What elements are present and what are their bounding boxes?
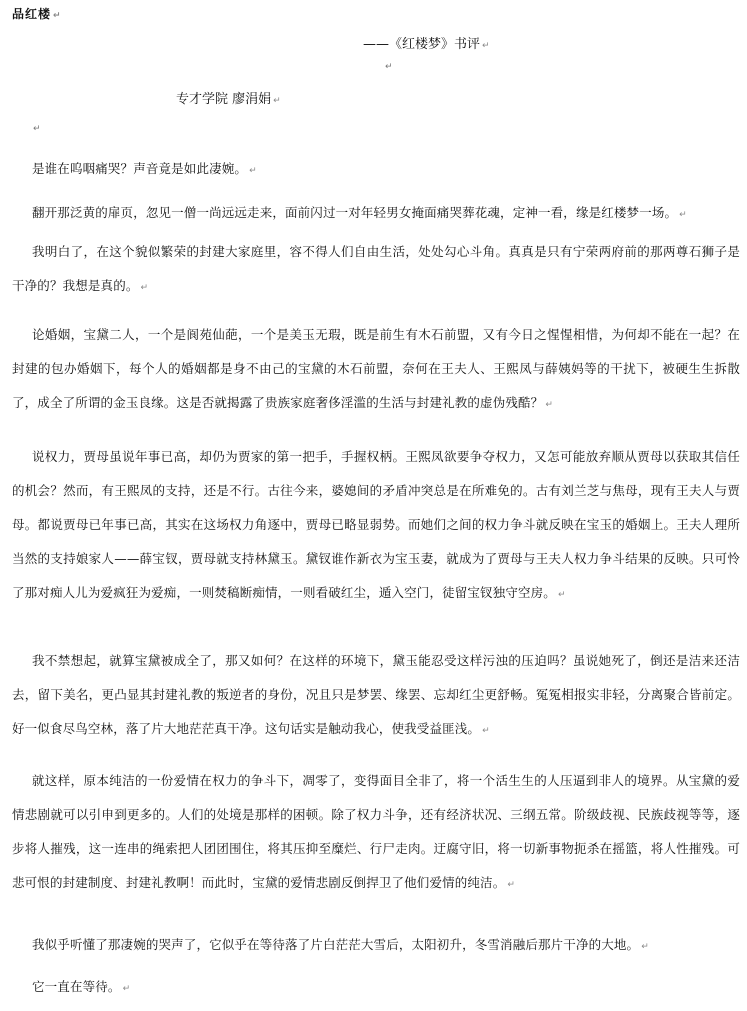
paragraph-text: 翻开那泛黄的扉页，忽见一僧一尚远远走来，面前闪过一对年轻男女掩面痛哭葬花魂，定神一看，缘是红楼梦一场。	[32, 205, 678, 220]
paragraph-9	[12, 970, 740, 1006]
paragraph-5	[12, 440, 740, 612]
subtitle-text: ——《红楼梦》书评	[363, 37, 481, 52]
heading-text: 品红楼	[12, 7, 52, 21]
paragraph-mark-icon: ↵	[385, 62, 393, 72]
paragraph-text: 说权力，贾母虽说年事已高，却仍为贾家的第一把手，手握权柄。王熙凤欲要争夺权力，又怎可能放弃顺从贾母以获取其信任的机会？然而，有王熙凤的支持，还是不行。古往今来，婆媳间的矛盾冲突总是在所难免的。古有刘兰芝与焦母，现有王夫人与贾母。都说贾母已年事已高，其实在这场权力角逐中，贾母已略显弱势。而她们之间的权力争斗就反映在宝玉的婚姻上。王夫人理所当然的支持娘家人——薛宝钗，贾母就支持林黛玉。黛钗谁作新衣为宝玉妻，就成为了贾母与王夫人权力争斗结果的反映。只可怜了那对痴人儿为爱疯狂为爱痴，一则焚稿断痴情，一则看破红尘，遁入空门，徒留宝钗独守空房。	[12, 449, 740, 600]
paragraph-6	[12, 644, 740, 748]
paragraph-text: 它一直在等待。	[32, 979, 121, 994]
document-heading	[12, 5, 62, 22]
paragraph-3	[12, 235, 740, 305]
paragraph-mark-icon: ↵	[507, 880, 516, 890]
paragraph-1	[12, 152, 740, 188]
paragraph-mark-icon: ↵	[679, 210, 687, 220]
paragraph-7	[12, 764, 740, 902]
paragraph-4	[12, 318, 740, 422]
paragraph-text: 我似乎听懂了那凄婉的哭声了，它似乎在等待落了片白茫茫大雪后，太阳初升，冬雪消融后那片干净的大地。	[32, 937, 640, 952]
paragraph-text: 论婚姻，宝黛二人，一个是阆苑仙葩，一个是美玉无瑕，既是前生有木石前盟，又有今日之惺惺相惜，为何却不能在一起？在封建的包办婚姻下，每个人的婚姻都是身不由己的宝黛的木石前盟，奈何在王夫人、王熙凤与薛姨妈等的干扰下，被硬生生拆散了，成全了所谓的金玉良缘。这是否就揭露了贵族家庭奢侈淫滥的生活与封建礼教的虚伪残酷？	[12, 327, 740, 410]
document-author	[176, 88, 281, 107]
paragraph-mark-icon: ↵	[249, 166, 257, 176]
paragraph-mark-icon: ↵	[482, 726, 490, 736]
paragraph-mark-icon: ↵	[122, 984, 131, 994]
paragraph-mark-icon: ↵	[482, 41, 490, 51]
paragraph-mark-icon: ↵	[641, 942, 649, 952]
paragraph-mark-icon: ↵	[273, 96, 281, 106]
paragraph-text: 就这样，原本纯洁的一份爱情在权力的争斗下，凋零了，变得面目全非了，将一个活生生的人压逼到非人的境界。从宝黛的爱情悲剧就可以引申到更多的。人们的处境是那样的困顿。除了权力斗争，还有经济状况、三纲五常。阶级歧视、民族歧视等等，逐步将人摧残，这一连串的绳索把人团团围住，将其压抑至糜烂、行尸走肉。迂腐守旧，将一切新事物扼杀在摇篮，将人性摧残。可悲可恨的封建制度、封建礼教啊！而此时，宝黛的爱情悲剧反倒捍卫了他们爱情的纯洁。	[12, 773, 740, 890]
paragraph-mark-icon: ↵	[140, 283, 149, 293]
author-text: 专才学院 廖涓娟	[176, 92, 272, 107]
paragraph-text: 我不禁想起，就算宝黛被成全了，那又如何？在这样的环境下，黛玉能忍受这样污浊的压迫吗？虽说她死了，倒还是洁来还洁去，留下美名，更凸显其封建礼教的叛逆者的身份，况且只是梦罢、缘罢、忘却红尘更舒畅。冤冤相报实非轻，分离聚合皆前定。好一似食尽鸟空林，落了片大地茫茫真干净。这句话实是触动我心，使我受益匪浅。	[12, 653, 740, 736]
paragraph-mark-icon: ↵	[545, 400, 554, 410]
paragraph-mark-icon: ↵	[53, 11, 62, 21]
paragraph-text: 是谁在呜咽痛哭？声音竟是如此凄婉。	[32, 161, 248, 176]
paragraph-2	[12, 196, 740, 232]
paragraph-text: 我明白了，在这个貌似繁荣的封建大家庭里，容不得人们自由生活，处处勾心斗角。真真是只有宁荣两府前的那两尊石狮子是干净的？我想是真的。	[12, 244, 740, 293]
paragraph-8	[12, 928, 740, 964]
document-subtitle	[363, 33, 490, 52]
paragraph-mark-icon: ↵	[557, 590, 566, 600]
paragraph-mark-icon: ↵	[33, 124, 41, 134]
